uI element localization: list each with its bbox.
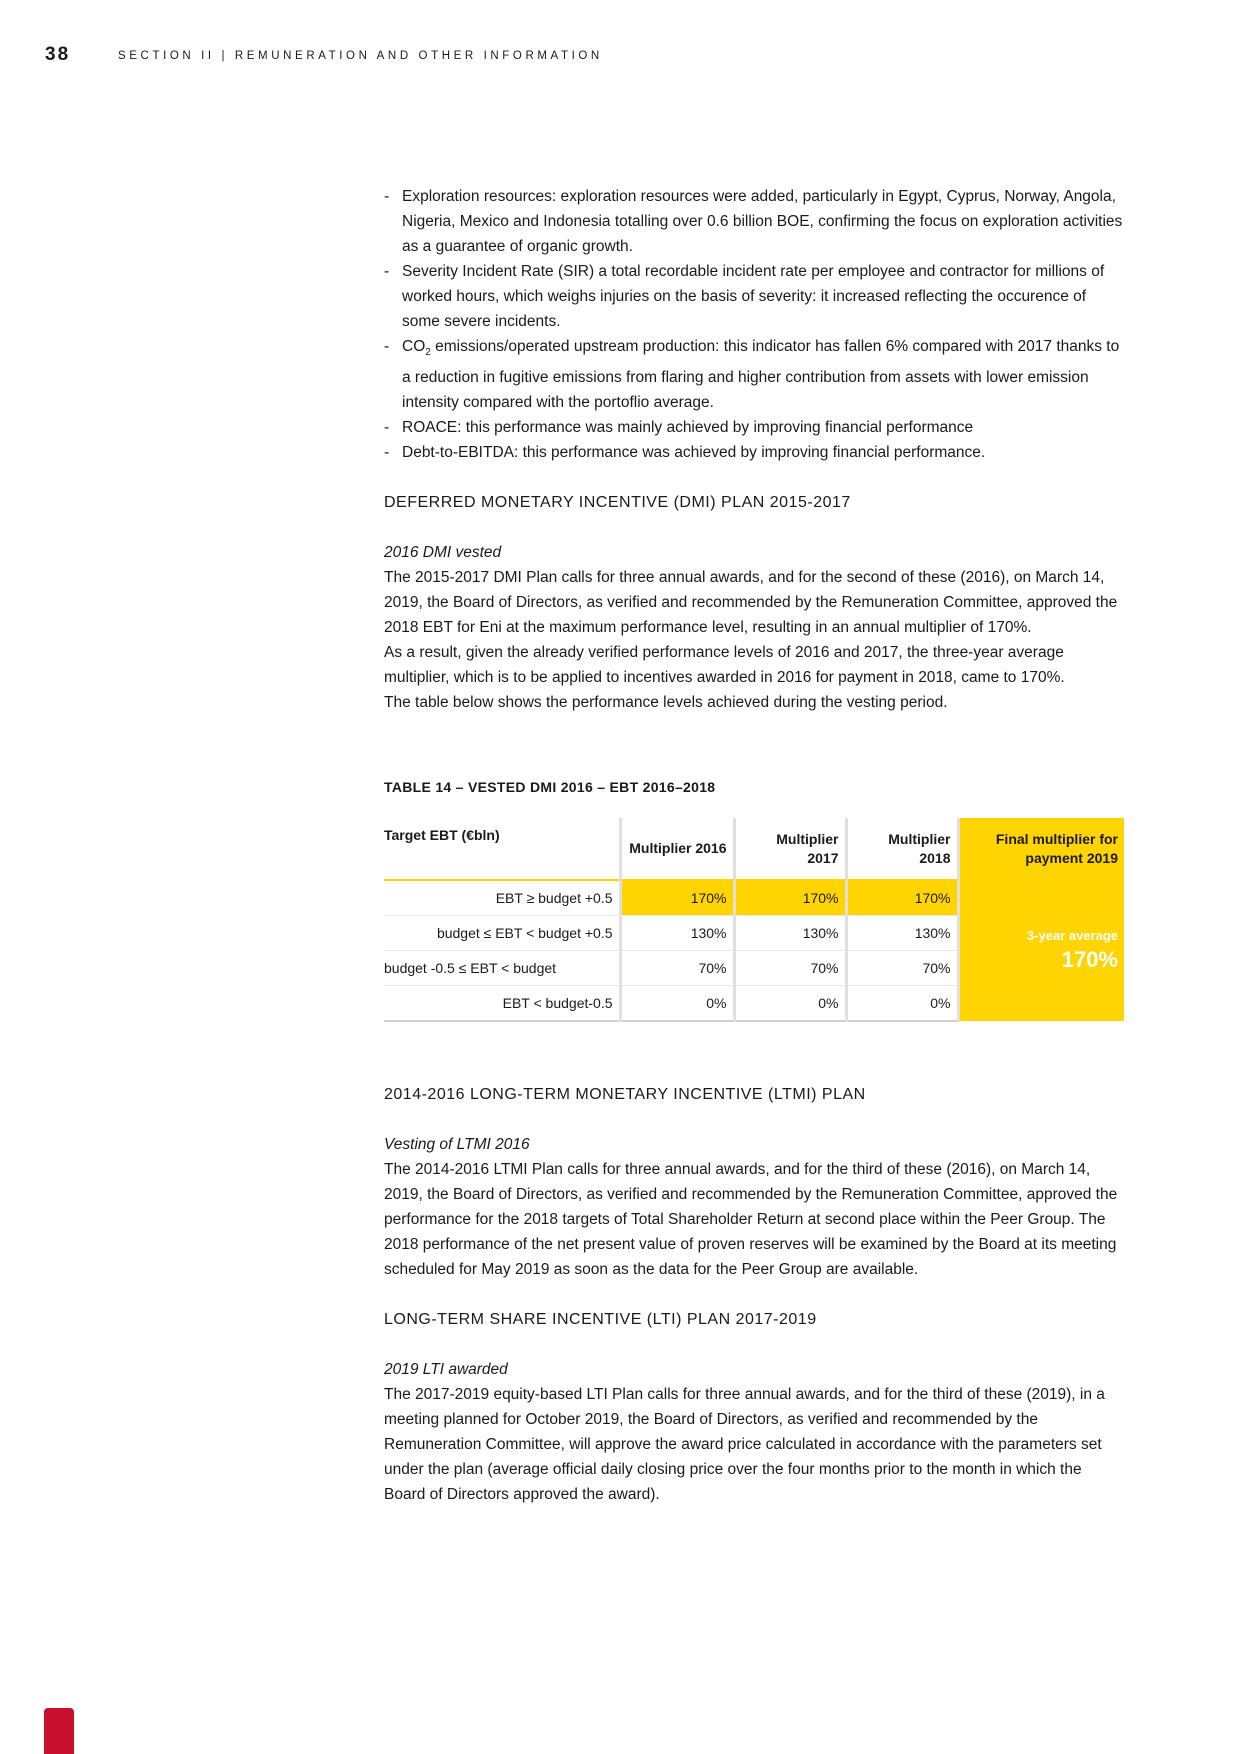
list-item-co2	[384, 334, 1124, 415]
dmi-paragraph-2: As a result, given the already verified performance levels of 2016 and 2017, the three-year average multiplier, which is to be applied to incentives awarded in 2016 for payment in 2018, came to 170%.	[384, 644, 1065, 687]
row-condition: EBT < budget-0.5	[384, 986, 620, 1022]
list-item: - Exploration resources: exploration resources were added, particularly in Egypt, Cyprus, Norway, Angola, Nigeria, Mexico and Indonesia totalling over 0.6 billion BOE, confirming the focus on exploration activities as a guarantee of organic growth.	[384, 184, 1124, 259]
row-value: 0%	[734, 986, 846, 1022]
co2-subscript: 2	[425, 347, 431, 359]
lti-heading: LONG-TERM SHARE INCENTIVE (LTI) PLAN 2017-2019	[384, 1311, 817, 1329]
page-edge-tab	[44, 1708, 74, 1754]
dmi-paragraph-3: The table below shows the performance levels achieved during the vesting period.	[384, 694, 948, 712]
row-value: 130%	[846, 916, 958, 951]
header-final-multiplier: Final multiplier for payment 2019	[958, 818, 1124, 880]
final-average-label: 3-year average	[1026, 928, 1118, 944]
dmi-table	[384, 818, 1124, 1022]
row-value: 0%	[846, 986, 958, 1022]
final-multiplier-cell	[958, 880, 1124, 1021]
row-condition: budget -0.5 ≤ EBT < budget	[384, 951, 620, 986]
main-content	[384, 184, 1124, 1507]
final-average-value: 170%	[1061, 947, 1118, 973]
table-title: TABLE 14 – VESTED DMI 2016 – EBT 2016–2018	[384, 779, 716, 796]
results-bullet-list	[384, 184, 1124, 465]
row-value: 170%	[846, 880, 958, 916]
lti-paragraph: The 2017-2019 equity-based LTI Plan calls for three annual awards, and for the third of these (2019), in a meeting planned for October 2019, the Board of Directors, as verified and recommended by the Remuneration Committee, will approve the award price calculated in accordance with the parameters set under the plan (average official daily closing price over the four months prior to the month in which the Board of Directors approved the award).	[384, 1386, 1105, 1504]
co2-prefix: CO	[402, 338, 426, 355]
dmi-paragraph-1: The 2015-2017 DMI Plan calls for three annual awards, and for the second of these (2016), on March 14, 2019, the Board of Directors, as verified and recommended by the Remuneration Committee, approved the 2018 EBT for Eni at the maximum performance level, resulting in an annual multiplier of 170%.	[384, 569, 1118, 637]
ltmi-subheading: Vesting of LTMI 2016	[384, 1136, 530, 1154]
co2-text: emissions/operated upstream production: this indicator has fallen 6% compared with 2017 thanks to a reduction in fugitive emissions from flaring and higher contribution from assets with lower emission intensity compared with the portoflio average.	[402, 338, 1120, 412]
row-value: 130%	[620, 916, 734, 951]
header-multiplier-2017: Multiplier 2017	[734, 818, 846, 880]
row-value: 170%	[620, 880, 734, 916]
row-value: 70%	[620, 951, 734, 986]
ltmi-heading: 2014-2016 LONG-TERM MONETARY INCENTIVE (LTMI) PLAN	[384, 1086, 866, 1104]
header-multiplier-2016: Multiplier 2016	[620, 818, 734, 880]
lti-subheading: 2019 LTI awarded	[384, 1361, 508, 1379]
list-item: - Severity Incident Rate (SIR) a total recordable incident rate per employee and contractor for millions of worked hours, which weighs injuries on the basis of severity: it increased reflecting the occurence of some severe incidents.	[384, 259, 1124, 334]
ltmi-paragraph: The 2014-2016 LTMI Plan calls for three annual awards, and for the third of these (2016), on March 14, 2019, the Board of Directors, as verified and recommended by the Remuneration Committee, approved the performance for the 2018 targets of Total Shareholder Return at second place within the Peer Group. The 2018 performance of the net present value of proven reserves will be examined by the Board at its meeting scheduled for May 2019 as soon as the data for the Peer Group are available.	[384, 1161, 1118, 1279]
running-head: SECTION II | REMUNERATION AND OTHER INFORMATION	[118, 50, 603, 62]
header-multiplier-2018: Multiplier 2018	[846, 818, 958, 880]
row-value: 0%	[620, 986, 734, 1022]
dmi-subheading: 2016 DMI vested	[384, 544, 502, 562]
row-condition: budget ≤ EBT < budget +0.5	[384, 916, 620, 951]
row-value: 70%	[734, 951, 846, 986]
list-item: - ROACE: this performance was mainly achieved by improving financial performance	[384, 415, 1124, 440]
row-value: 70%	[846, 951, 958, 986]
table-row	[384, 880, 1124, 916]
list-item: - Debt-to-EBITDA: this performance was achieved by improving financial performance.	[384, 440, 1124, 465]
row-value: 170%	[734, 880, 846, 916]
dmi-heading: DEFERRED MONETARY INCENTIVE (DMI) PLAN 2015-2017	[384, 494, 851, 512]
row-condition: EBT ≥ budget +0.5	[384, 880, 620, 916]
page-number: 38	[45, 44, 71, 65]
row-value: 130%	[734, 916, 846, 951]
header-target-ebt: Target EBT (€bln)	[384, 818, 620, 880]
